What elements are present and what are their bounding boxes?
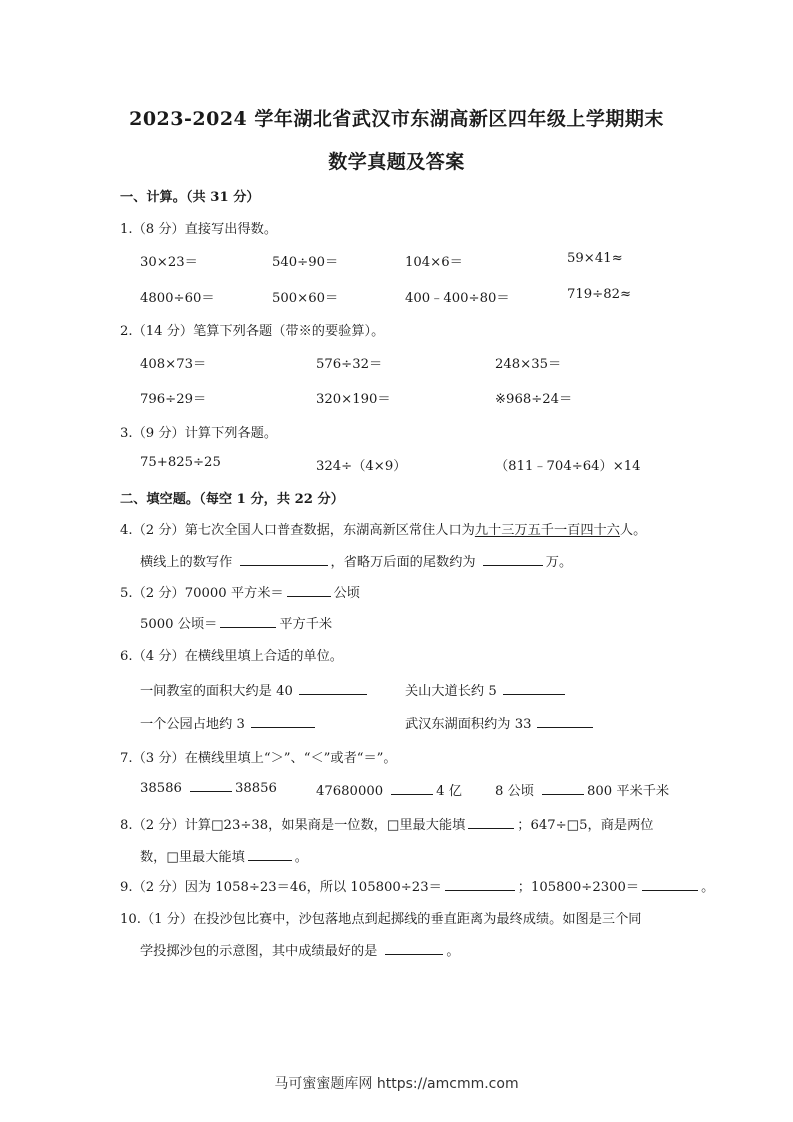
page-title-line1: 2023-2024 学年湖北省武汉市东湖高新区四年级上学期期末 — [129, 108, 664, 130]
footer-watermark: 马可蜜蜜题库网 https://amcmm.com — [274, 1076, 519, 1092]
answer-blank[interactable] — [220, 616, 276, 628]
answer-blank[interactable] — [385, 943, 443, 955]
answer-blank[interactable] — [287, 585, 331, 597]
q5-line1 — [120, 582, 360, 601]
q9-text: ；105800÷2300＝ — [517, 880, 640, 895]
q6-item-text: 关山大道长约 5 — [405, 684, 497, 699]
section2-heading: 二、填空题。（每空 1 分，共 22 分） — [120, 492, 344, 507]
q7-compare — [316, 780, 462, 799]
q6-stem: 6.（4 分）在横线里填上合适的单位。 — [120, 649, 343, 664]
q5-text: 公顷 — [333, 586, 360, 601]
q10-text: 。 — [446, 944, 460, 959]
q1-item: 719÷82≈ — [567, 287, 632, 302]
q2-item: 248×35＝ — [495, 357, 562, 372]
q6-item — [140, 713, 318, 732]
q3-item: 324÷（4×9） — [316, 459, 407, 474]
answer-blank[interactable] — [542, 783, 584, 795]
q7-value: 800 平米千米 — [586, 784, 670, 799]
q7-compare — [495, 780, 669, 799]
q7-value: 47680000 — [316, 784, 384, 799]
q2-item: 408×73＝ — [140, 357, 207, 372]
q6-item-text: 武汉东湖面积约为 33 — [405, 717, 532, 732]
q9-text: 9.（2 分）因为 1058÷23＝46，所以 105800÷23＝ — [120, 880, 442, 895]
q1-item: 400﹣400÷80＝ — [405, 291, 510, 306]
answer-blank[interactable] — [503, 683, 565, 695]
answer-blank[interactable] — [537, 716, 593, 728]
q8-text: 8.（2 分）计算□23÷38，如果商是一位数，□里最大能填 — [120, 818, 466, 833]
q2-item: 320×190＝ — [316, 392, 391, 407]
q4-text: 4.（2 分）第七次全国人口普查数据，东湖高新区常住人口为 — [120, 523, 475, 538]
q3-item: （811﹣704÷64）×14 — [495, 459, 641, 474]
q10-line2 — [140, 940, 460, 959]
q1-item: 4800÷60＝ — [140, 291, 215, 306]
q8-text: 数，□里最大能填 — [140, 850, 245, 865]
q7-stem: 7.（3 分）在横线里填上“＞”、“＜”或者“＝”。 — [120, 751, 397, 766]
answer-blank[interactable] — [251, 716, 315, 728]
q8-line2 — [140, 846, 308, 865]
q1-stem: 1.（8 分）直接写出得数。 — [120, 222, 278, 237]
answer-blank[interactable] — [642, 879, 698, 891]
q1-item: 500×60＝ — [272, 291, 339, 306]
q5-text: 5.（2 分）70000 平方米＝ — [120, 586, 284, 601]
answer-blank[interactable] — [445, 879, 515, 891]
q2-item: ※968÷24＝ — [495, 392, 573, 407]
answer-blank[interactable] — [248, 849, 292, 861]
q8-line1 — [120, 814, 653, 833]
q4-underlined-number: 九十三万五千一百四十六 — [474, 523, 620, 538]
q8-text: ；647÷□5，商是两位 — [517, 818, 654, 833]
q5-text: 5000 公顷＝ — [140, 617, 218, 632]
section1-heading: 一、计算。（共 31 分） — [120, 190, 260, 205]
q7-compare — [140, 780, 277, 796]
q7-value: 8 公顷 — [495, 784, 534, 799]
q4-text: ，省略万后面的尾数约为 — [330, 555, 476, 570]
q2-stem: 2.（14 分）笔算下列各题（带※的要验算）。 — [120, 324, 385, 339]
q1-item: 104×6＝ — [405, 255, 463, 270]
answer-blank[interactable] — [468, 817, 514, 829]
q10-text: 学投掷沙包的示意图，其中成绩最好的是 — [140, 944, 378, 959]
q10-line1: 10.（1 分）在投沙包比赛中，沙包落地点到起掷线的垂直距离为最终成绩。如图是三个同 — [120, 912, 642, 927]
q4-line1 — [120, 519, 646, 538]
q3-item: 75+825÷25 — [140, 455, 221, 470]
q6-item-text: 一间教室的面积大约是 40 — [140, 684, 293, 699]
q6-item — [405, 680, 568, 699]
answer-blank[interactable] — [240, 554, 328, 566]
q9-text: 。 — [701, 880, 715, 895]
q2-item: 796÷29＝ — [140, 392, 207, 407]
q8-text: 。 — [294, 850, 308, 865]
answer-blank[interactable] — [190, 780, 232, 792]
q1-item: 59×41≈ — [567, 251, 623, 266]
answer-blank[interactable] — [299, 683, 367, 695]
q1-item: 30×23＝ — [140, 255, 198, 270]
q6-item — [140, 680, 370, 699]
answer-blank[interactable] — [391, 783, 433, 795]
q7-value: 38856 — [234, 781, 277, 796]
q5-line2 — [140, 613, 332, 632]
q4-text: 横线上的数写作 — [140, 555, 233, 570]
q6-item-text: 一个公园占地约 3 — [140, 717, 245, 732]
q7-value: 4 亿 — [436, 784, 462, 799]
page-title-line2: 数学真题及答案 — [328, 151, 465, 173]
q4-text: 万。 — [545, 555, 573, 570]
q1-item: 540÷90＝ — [272, 255, 339, 270]
q4-line2 — [140, 551, 572, 570]
q3-stem: 3.（9 分）计算下列各题。 — [120, 426, 278, 441]
q2-item: 576÷32＝ — [316, 357, 383, 372]
answer-blank[interactable] — [483, 554, 543, 566]
q9-line — [120, 876, 714, 895]
q4-text: 人。 — [619, 523, 647, 538]
q6-item — [405, 713, 596, 732]
q5-text: 平方千米 — [279, 617, 333, 632]
q7-value: 38586 — [140, 781, 182, 796]
